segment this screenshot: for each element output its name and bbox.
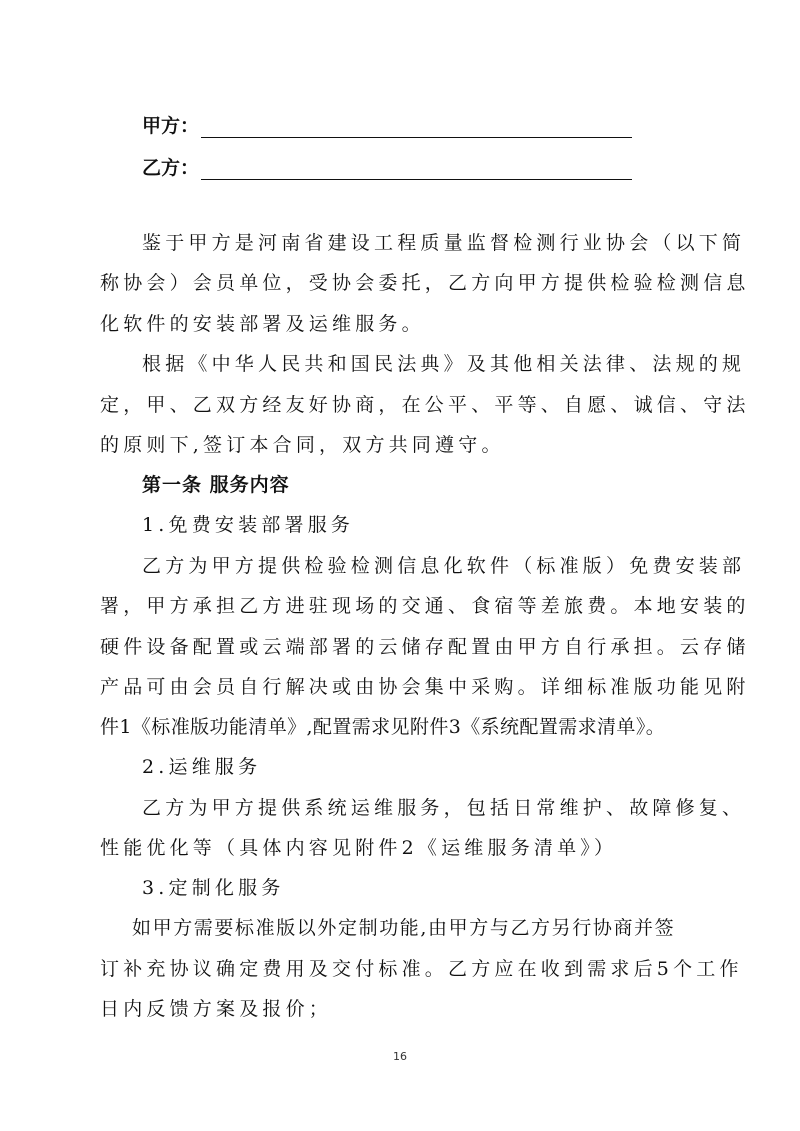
paragraph-line: 硬件设备配置或云端部署的云储存配置由甲方自行承担。云存储: [100, 636, 750, 658]
paragraph-line: 如甲方需要标准版以外定制功能,由甲方与乙方另行协商并签: [132, 917, 676, 939]
paragraph-line: 产品可由会员自行解决或由协会集中采购。详细标准版功能见附: [100, 676, 750, 698]
paragraph-line: 乙方为甲方提供系统运维服务，包括日常维护、故障修复、: [142, 797, 746, 819]
party-a-blank: [201, 115, 632, 138]
paragraph-line: 订补充协议确定费用及交付标准。乙方应在收到需求后5个工作: [100, 958, 743, 980]
party-a-label: 甲方：: [142, 115, 200, 137]
paragraph-line: 根据《中华人民共和国民法典》及其他相关法律、法规的规: [142, 353, 746, 375]
party-b-blank: [201, 157, 632, 180]
paragraph-line: 鉴于甲方是河南省建设工程质量监督检测行业协会（以下简: [142, 232, 746, 254]
paragraph-line: 署，甲方承担乙方进驻现场的交通、食宿等差旅费。本地安装的: [100, 595, 750, 617]
page-number: 16: [393, 1050, 407, 1063]
paragraph-line: 称协会）会员单位，受协会委托，乙方向甲方提供检验检测信息: [100, 272, 750, 294]
paragraph-line: 化软件的安装部署及运维服务。: [100, 313, 425, 335]
paragraph-line: 日内反馈方案及报价；: [100, 998, 333, 1020]
subsection-heading: 3.定制化服务: [142, 877, 285, 899]
subsection-heading: 2.运维服务: [142, 756, 262, 778]
paragraph-line: 乙方为甲方提供检验检测信息化软件（标准版）免费安装部: [142, 555, 746, 577]
paragraph-line: 性能优化等（具体内容见附件2《运维服务清单》）: [100, 837, 618, 859]
party-a-line: [142, 106, 632, 138]
paragraph-line: 定，甲、乙双方经友好协商，在公平、平等、自愿、诚信、守法: [100, 394, 750, 416]
subsection-heading: 1.免费安装部署服务: [142, 514, 355, 536]
section-heading: 第一条 服务内容: [142, 474, 290, 496]
paragraph-line: 件1《标准版功能清单》,配置需求见附件3《系统配置需求清单》。: [100, 716, 666, 738]
paragraph-line: 的原则下,签订本合同，双方共同遵守。: [100, 434, 505, 456]
party-b-line: [142, 148, 632, 180]
party-b-label: 乙方：: [142, 157, 200, 179]
